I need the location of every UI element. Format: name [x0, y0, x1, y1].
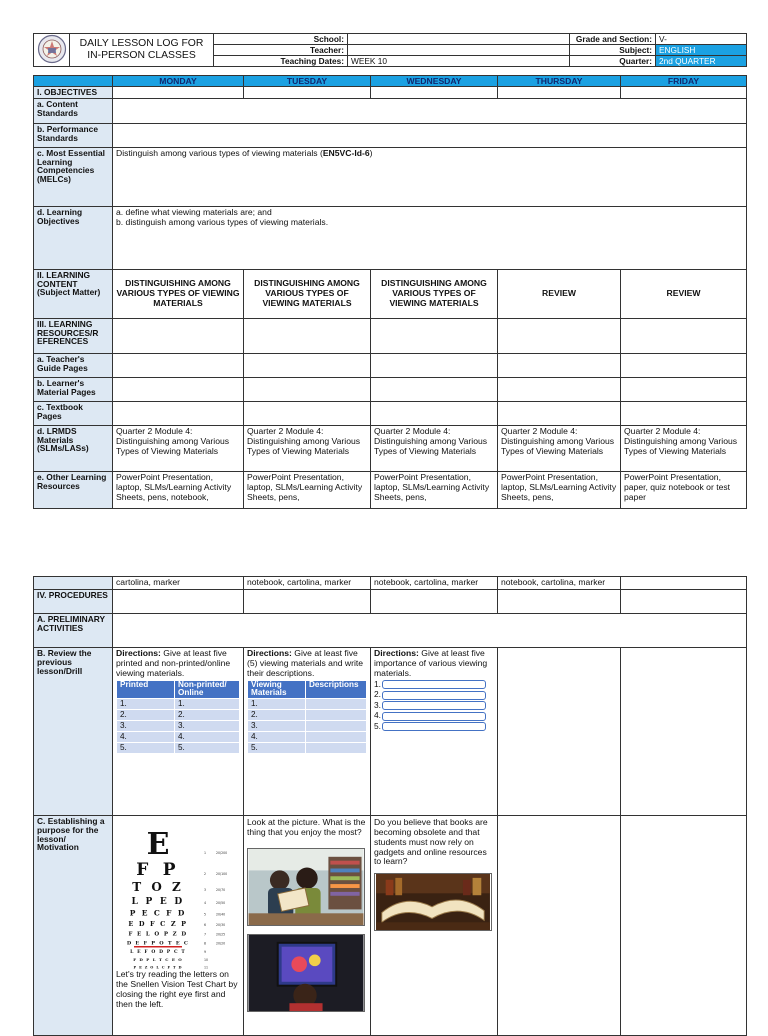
table-row: 4. — [117, 731, 175, 742]
learning-objectives-label: d. Learning Objectives — [34, 206, 113, 269]
table-row: 3. — [117, 720, 175, 731]
snellen-line-number: 2 — [204, 871, 207, 876]
importance-item-2 — [374, 690, 494, 701]
learning-resources-label: III. LEARNING RESOURCES/R EFERENCES — [34, 318, 113, 353]
snellen-red-line — [134, 946, 182, 948]
table-row — [306, 698, 367, 709]
snellen-line-number: 6 — [204, 922, 207, 927]
table-row: 1. — [175, 698, 240, 709]
snellen-line-number: 4 — [204, 900, 207, 905]
learning-content-tuesday: DISTINGUISHING AMONG VARIOUS TYPES OF VIEWING MATERIALS — [244, 269, 371, 318]
table-row: 2. — [248, 709, 306, 720]
review-mon-text: Give at least five printed and non-printed/online viewing materials. — [116, 647, 231, 678]
melcs-value — [113, 147, 747, 206]
subject-value: ENGLISH — [656, 45, 747, 56]
answer-box[interactable] — [382, 680, 486, 689]
item-number: 5. — [374, 720, 381, 731]
continued-label — [34, 577, 113, 590]
corner-cell — [34, 76, 113, 87]
snellen-line-number: 10 — [204, 957, 209, 962]
snellen-acuity-label: 20/200 — [216, 850, 228, 855]
school-label: School: — [214, 34, 348, 45]
children-reading-photo — [247, 848, 365, 926]
lrmds-friday: Quarter 2 Module 4: Distinguishing among Various Types of Viewing Materials — [621, 425, 747, 471]
table-row: 2. — [175, 709, 240, 720]
directions-label: Directions: — [116, 647, 161, 658]
content-standards-value — [113, 98, 747, 123]
snellen-row: L P E D — [131, 896, 185, 907]
snellen-row: E D F C Z P — [128, 919, 188, 928]
learning-content-thursday: REVIEW — [498, 269, 621, 318]
quarter-value: 2nd QUARTER — [656, 56, 747, 67]
lrmds-thursday: Quarter 2 Module 4: Distinguishing among Various Types of Viewing Materials — [498, 425, 621, 471]
day-wednesday: WEDNESDAY — [371, 76, 498, 87]
snellen-acuity-label: 20/30 — [216, 922, 226, 927]
lrmds-monday: Quarter 2 Module 4: Distinguishing among Various Types of Viewing Materials — [113, 425, 244, 471]
importance-item-3 — [374, 701, 494, 712]
table-row: 3. — [248, 720, 306, 731]
objective-a: a. define what viewing materials are; and — [116, 206, 272, 217]
dates-label: Teaching Dates: — [214, 56, 348, 67]
snellen-line-number: 1 — [204, 850, 207, 855]
table-row: 2. — [117, 709, 175, 720]
lrmds-tuesday: Quarter 2 Module 4: Distinguishing among Various Types of Viewing Materials — [244, 425, 371, 471]
snellen-row: P E C F D — [129, 908, 187, 918]
snellen-row: F P — [136, 859, 180, 880]
answer-box[interactable] — [382, 712, 486, 721]
snellen-line-number: 11 — [204, 965, 209, 970]
purpose-wednesday — [371, 815, 498, 1035]
descriptions-header: Descriptions — [306, 680, 367, 698]
printed-header: Printed — [117, 680, 175, 698]
snellen-acuity-label: 20/100 — [216, 871, 228, 876]
table-row: 5. — [175, 742, 240, 753]
learning-content-friday: REVIEW — [621, 269, 747, 318]
snellen-line-number: 8 — [204, 941, 207, 946]
snellen-acuity-label: 20/50 — [216, 900, 226, 905]
table-row — [306, 731, 367, 742]
purpose-label: C. Establishing a purpose for the lesson/ Motivation — [34, 815, 113, 1035]
snellen-line-number: 5 — [204, 912, 207, 917]
snellen-line-number: 9 — [204, 949, 207, 954]
purpose-mon-text: Let's try reading the letters on the Snellen Vision Test Chart by closing the right eye first and then the left. — [116, 968, 238, 1009]
performance-standards-label: b. Performance Standards — [34, 123, 113, 147]
importance-item-5 — [374, 722, 494, 733]
continued-tuesday: notebook, cartolina, marker — [244, 577, 371, 590]
other-resources-label: e. Other Learning Resources — [34, 471, 113, 508]
snellen-acuity-label: 20/70 — [216, 887, 226, 892]
title-line-1: DAILY LESSON LOG FOR — [79, 38, 204, 49]
learning-content-monday: DISTINGUISHING AMONG VARIOUS TYPES OF VIEWING MATERIALS — [113, 269, 244, 318]
snellen-row: D E F P O T E C — [126, 940, 190, 947]
continued-monday: cartolina, marker — [113, 577, 244, 590]
snellen-line-number: 7 — [204, 932, 207, 937]
melcs-label: c. Most Essential Learning Competencies (MELCs) — [34, 147, 113, 206]
importance-item-1 — [374, 680, 494, 691]
continued-thursday: notebook, cartolina, marker — [498, 577, 621, 590]
content-standards-label: a. Content Standards — [34, 98, 113, 123]
table-row: 5. — [117, 742, 175, 753]
snellen-row: P E Z O L C F T D — [133, 965, 183, 970]
item-number: 3. — [374, 699, 381, 710]
review-tuesday — [244, 647, 371, 815]
day-friday: FRIDAY — [621, 76, 747, 87]
subject-label: Subject: — [570, 45, 656, 56]
review-wednesday — [371, 647, 498, 815]
answer-box[interactable] — [382, 691, 486, 700]
teacher-label: Teacher: — [214, 45, 348, 56]
printed-table — [116, 680, 240, 754]
continued-friday — [621, 577, 747, 590]
other-resources-friday: PowerPoint Presentation, paper, quiz notebook or test paper — [621, 471, 747, 508]
table-row — [306, 709, 367, 720]
review-wed-text: Give at least five importance of various viewing materials. — [374, 647, 488, 678]
table-row: 1. — [117, 698, 175, 709]
answer-box[interactable] — [382, 722, 486, 731]
review-label: B. Review the previous lesson/Drill — [34, 647, 113, 815]
snellen-row: F E L O P Z D — [128, 931, 188, 938]
continued-wednesday: notebook, cartolina, marker — [371, 577, 498, 590]
deped-logo — [34, 34, 70, 67]
grade-value: V- — [656, 34, 747, 45]
answer-box[interactable] — [382, 701, 486, 710]
learning-content-label: II. LEARNING CONTENT (Subject Matter) — [34, 269, 113, 318]
learning-content-wednesday: DISTINGUISHING AMONG VARIOUS TYPES OF VIEWING MATERIALS — [371, 269, 498, 318]
lrmds-label: d. LRMDS Materials (SLMs/LASs) — [34, 425, 113, 471]
lrmds-wednesday: Quarter 2 Module 4: Distinguishing among Various Types of Viewing Materials — [371, 425, 498, 471]
books-photo — [374, 873, 492, 931]
item-number: 1. — [374, 678, 381, 689]
textbook-label: c. Textbook Pages — [34, 401, 113, 425]
grade-label: Grade and Section: — [570, 34, 656, 45]
child-watching-tv-photo — [247, 934, 365, 1012]
page-title — [70, 34, 214, 67]
snellen-line-number: 3 — [204, 887, 207, 892]
table-row — [306, 720, 367, 731]
item-number: 2. — [374, 689, 381, 700]
item-number: 4. — [374, 710, 381, 721]
snellen-row: E — [146, 826, 170, 862]
title-line-2: IN-PERSON CLASSES — [87, 50, 196, 61]
day-thursday: THURSDAY — [498, 76, 621, 87]
table-row: 1. — [248, 698, 306, 709]
importance-item-4 — [374, 711, 494, 722]
performance-standards-value — [113, 123, 747, 147]
other-resources-thursday: PowerPoint Presentation, laptop, SLMs/Learning Activity Sheets, pens, — [498, 471, 621, 508]
review-monday — [113, 647, 244, 815]
purpose-monday — [113, 815, 244, 1035]
table-row: 5. — [248, 742, 306, 753]
viewing-materials-header: Viewing Materials — [248, 680, 306, 698]
table-row — [306, 742, 367, 753]
snellen-row: T O Z — [132, 879, 184, 894]
table-row: 3. — [175, 720, 240, 731]
objective-b: b. distinguish among various types of viewing materials. — [116, 216, 329, 227]
snellen-acuity-label: 20/20 — [216, 941, 226, 946]
table-row: 4. — [175, 731, 240, 742]
purpose-tuesday — [244, 815, 371, 1035]
other-resources-monday: PowerPoint Presentation, laptop, SLMs/Learning Activity Sheets, pens, notebook, — [113, 471, 244, 508]
table-row: 4. — [248, 731, 306, 742]
learners-material-label: b. Learner's Material Pages — [34, 377, 113, 401]
other-resources-tuesday: PowerPoint Presentation, laptop, SLMs/Learning Activity Sheets, pens, — [244, 471, 371, 508]
procedures-table — [33, 576, 747, 1036]
dates-value: WEEK 10 — [348, 56, 570, 67]
snellen-chart-image — [120, 824, 236, 970]
snellen-row: L E F O D P C T — [130, 949, 186, 955]
snellen-acuity-label: 20/40 — [216, 912, 226, 917]
objectives-label: I. OBJECTIVES — [34, 87, 113, 99]
directions-label: Directions: — [247, 647, 292, 658]
learning-objectives-value — [113, 206, 747, 269]
snellen-acuity-label: 20/25 — [216, 932, 226, 937]
directions-label: Directions: — [374, 647, 419, 658]
purpose-tue-text: Look at the picture. What is the thing that you enjoy the most? — [247, 816, 366, 837]
day-monday: MONDAY — [113, 76, 244, 87]
teacher-value — [348, 45, 570, 56]
melcs-close: ) — [369, 147, 373, 158]
nonprinted-header: Non-printed/ Online — [175, 680, 240, 698]
header-table — [33, 33, 747, 67]
review-tue-text: Give at least five (5) viewing materials and write their descriptions. — [247, 647, 364, 678]
viewing-materials-table — [247, 680, 367, 754]
quarter-label: Quarter: — [570, 56, 656, 67]
purpose-wed-text: Do you believe that books are becoming obsolete and that students must now rely on gadgets and online resources to learn? — [374, 816, 488, 867]
melcs-code: EN5VC-Id-6 — [322, 147, 370, 158]
snellen-row: F D P L T C E O — [133, 956, 183, 962]
preliminary-label: A. PRELIMINARY ACTIVITIES — [34, 613, 113, 647]
other-resources-wednesday: PowerPoint Presentation, laptop, SLMs/Learning Activity Sheets, pens, — [371, 471, 498, 508]
day-header-row — [34, 76, 747, 87]
school-value — [348, 34, 570, 45]
procedures-label: IV. PROCEDURES — [34, 589, 113, 613]
day-tuesday: TUESDAY — [244, 76, 371, 87]
melcs-text: Distinguish among various types of viewing materials ( — [116, 147, 323, 158]
teachers-guide-label: a. Teacher's Guide Pages — [34, 353, 113, 377]
lesson-log-table — [33, 75, 747, 509]
